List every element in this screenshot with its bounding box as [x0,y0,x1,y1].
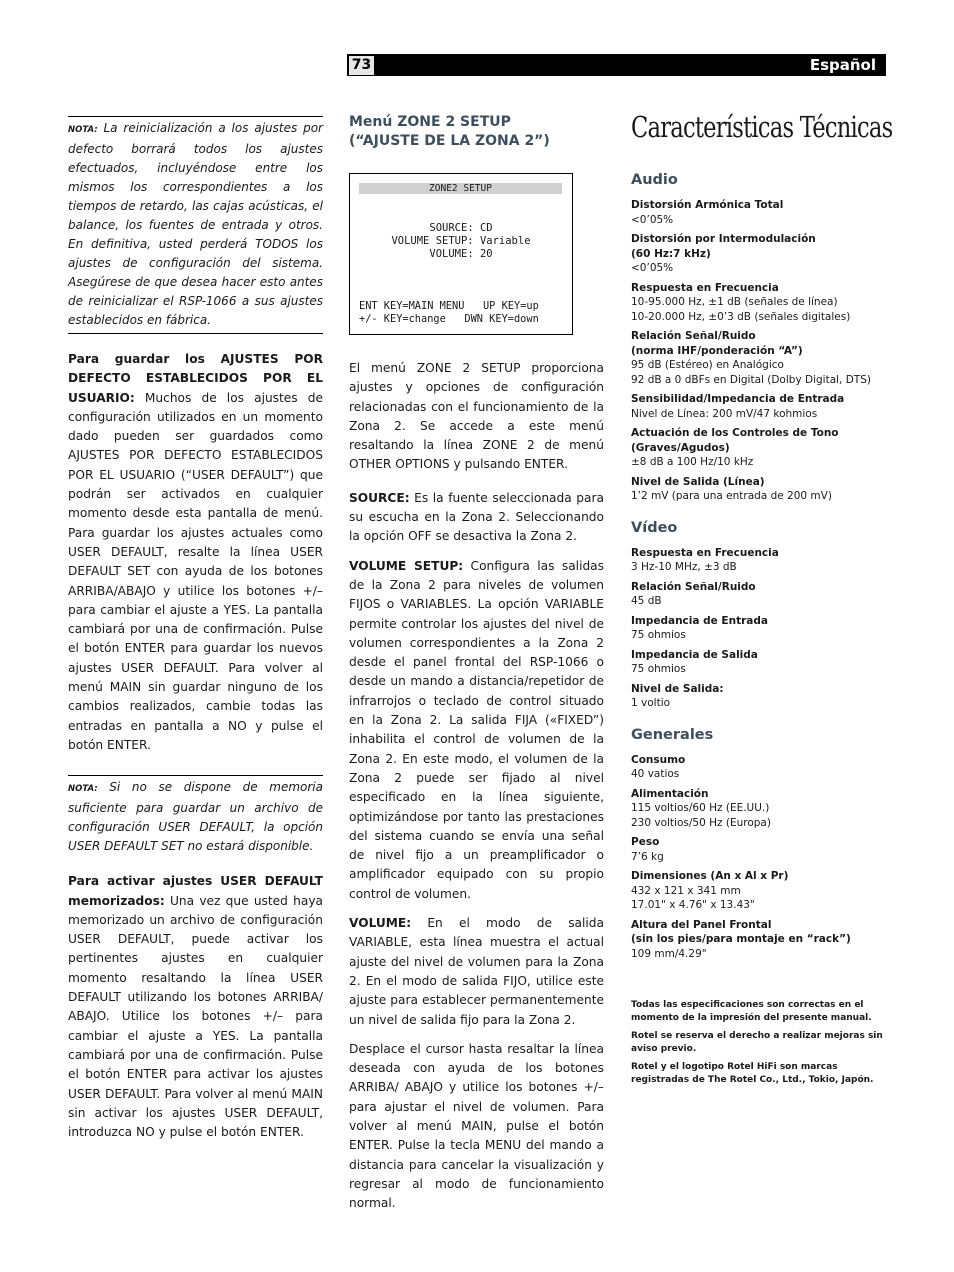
note-text: Si no se dispone de memoria suficiente para guardar un archivo de configuración USER DEFAULT, la opción USER DEFAULT SET no estará disponible. [68,780,323,854]
spec-value: ±8 dB a 100 Hz/10 kHz [631,456,754,468]
spec-value: 95 dB (Estéreo) en Analógico 92 dB a 0 dBFs en Digital (Dolby Digital, DTS) [631,359,871,386]
spec-value: 3 Hz-10 MHz, ±3 dB [631,561,737,573]
spec-value: 40 vatios [631,768,680,780]
spec-label: Nivel de Salida: [631,682,724,695]
spec-item [631,648,886,677]
spec-label: Sensibilidad/Impedancia de Entrada [631,393,845,405]
spec-item [631,546,886,575]
spec-item [631,787,886,831]
spec-item [631,580,886,609]
osd-line-source: SOURCE: CD [429,222,493,234]
spec-item [631,281,886,325]
osd-title: ZONE2 SETUP [359,183,562,194]
paragraph-heading: SOURCE: [349,490,410,505]
middle-body [349,359,604,1213]
general-heading: Generales [631,726,714,743]
spec-label: Respuesta en Frecuencia [631,546,779,559]
note-tag: NOTA: [68,784,98,795]
osd-line-volume: VOLUME: 20 [429,248,493,260]
spec-label: Actuación de los Controles de Tono (Graves/Agudos) [631,427,839,454]
osd-line-volume-setup: VOLUME SETUP: Variable [391,235,531,247]
spec-value: 7’6 kg [631,850,664,863]
spec-value: 75 ohmios [631,629,686,641]
section-title-line: (“AJUSTE DE LA ZONA 2”) [349,133,550,149]
spec-label: Alimentación [631,787,709,800]
spec-label: Altura del Panel Frontal (sin los pies/para montaje en “rack”) [631,918,851,945]
paragraph-heading: VOLUME SETUP: [349,558,464,573]
osd-footer-line: +/- KEY=change DWN KEY=down [359,313,539,325]
spec-value: 115 voltios/60 Hz (EE.UU.) 230 voltios/50 Hz (Europa) [631,802,771,829]
spec-label: Distorsión por Intermodulación (60 Hz:7 kHz) [631,233,816,260]
spec-label: Relación Señal/Ruido (norma IHF/ponderación “A”) [631,330,803,357]
video-heading: Vídeo [631,519,678,536]
spec-value: 45 dB [631,595,662,607]
footnotes [631,999,886,1086]
spec-item [631,835,886,864]
spec-item [631,392,886,421]
paragraph-heading: Para guardar los AJUSTES POR DEFECTO ESTABLECIDOS POR EL USUARIO: [68,352,323,405]
spec-value: 10-95.000 Hz, ±1 dB (señales de línea) 10-20.000 Hz, ±0’3 dB (señales digitales) [631,296,851,323]
specs-column [631,170,886,1092]
section-title [349,113,604,151]
footnote: Rotel y el logotipo Rotel HiFi son marcas registradas de The Rotel Co., Ltd., Tokio, Japón. [631,1062,874,1085]
spec-value: 1’2 mV (para una entrada de 200 mV) [631,490,832,502]
spec-value: <0’05% [631,213,674,226]
spec-value: 109 mm/4.29" [631,947,707,960]
footnote: Todas las especificaciones son correctas en el momento de la impresión del presente manual. [631,1000,872,1023]
paragraph-text: En el modo de salida VARIABLE, esta línea muestra el actual ajuste del nivel de volumen para la Zona 2. En el modo de salida FIJO, utilice este ajuste para establecer permanentemente un nivel de salida fijo para la Zona 2. [349,916,604,1027]
page-title: Características Técnicas [631,110,893,144]
closing-paragraph: Desplace el cursor hasta resaltar la línea deseada con ayuda de los botones ARRIBA/ ABAJO y utilice los botones +/– para ajustar el nivel de volumen. Para volver al menú MAIN, pulse el botón ENTER. Pulse la tecla MENU del mando a distancia para cancelar la visualización y regresar al modo de funcionamiento normal. [349,1041,604,1211]
source-paragraph [349,489,604,547]
section-title-line: Menú ZONE 2 SETUP [349,114,511,130]
spec-item [631,682,886,711]
spec-value: <0’05% [631,262,674,274]
left-column [68,116,323,1142]
spec-item [631,329,886,387]
intro-paragraph: El menú ZONE 2 SETUP proporciona ajustes y opciones de configuración relacionadas con el funcionamiento de la Zona 2. Se accede a este menú resaltando la línea ZONE 2 de menú OTHER OPTIONS y pulsando ENTER. [349,361,604,472]
note-text: La reinicialización a los ajustes por defecto borrará todos los ajustes efectuados, incluyéndose entre los mismos los correspondientes a los tiempos de retardo, las cajas acústicas, el balance, los fuentes de entrada y otros. En definitiva, usted perderá TODOS los ajustes de configuración del sistema. Asegúrese de que desea hacer esto antes de reinicializar el RSP-1066 a sus ajustes establecidos en fábrica. [68,121,323,327]
osd-screen [349,173,573,335]
spec-value: 432 x 121 x 341 mm 17.01" x 4.76" x 13.43" [631,884,755,911]
paragraph-text: Muchos de los ajustes de configuración utilizados en un momento dado pueden ser guardados como AJUSTES POR DEFECTO ESTABLECIDOS POR EL USUARIO (“USER DEFAULT”) que podrán ser activados en cualquier momento desde esta pantalla de menú. Para guardar los ajustes actuales como USER DEFAULT, resalte la línea USER DEFAULT SET con ayuda de los botones ARRIBA/ABAJO y utilice los botones +/– para cambiar el ajuste a YES. La pantalla cambiará por una de confirmación. Pulse el botón ENTER para guardar los nuevos ajustes USER DEFAULT. Para volver al menú MAIN sin guardar ninguno de los cambios realizados, cambie todas las entradas en pantalla a NO y pulse el botón ENTER. [68,390,323,752]
audio-heading: Audio [631,172,678,188]
spec-item [631,198,886,227]
volume-setup-paragraph [349,557,604,904]
middle-column [349,113,604,151]
paragraph-heading: Para activar ajustes USER DEFAULT memorizados: [68,874,323,908]
footnote: Rotel se reserva el derecho a realizar mejoras sin aviso previo. [631,1031,883,1054]
spec-item [631,753,886,782]
spec-value: 1 voltio [631,697,671,709]
audio-specs [631,198,886,504]
spec-label: Relación Señal/Ruido [631,580,756,593]
spec-label: Distorsión Armónica Total [631,199,784,211]
spec-value: 75 ohmios [631,663,686,675]
spec-item [631,426,886,470]
volume-paragraph [349,914,604,1030]
language-label: Español [809,56,876,74]
spec-item [631,918,886,962]
general-specs [631,753,886,962]
spec-label: Impedancia de Salida [631,648,758,661]
header-bar [347,54,886,76]
video-specs [631,546,886,711]
spec-label: Nivel de Salida (Línea) [631,475,765,488]
spec-label: Respuesta en Frecuencia [631,281,779,294]
paragraph-text: Una vez que usted haya memorizado un archivo de configuración USER DEFAULT, puede activar los pertinentes ajustes en cualquier momento resaltando la línea USER DEFAULT utilizando los botones ARRIBA/ ABAJO. Utilice los botones +/– para cambiar el ajuste a YES. La pantalla cambiará por una de confirmación. Pulse el botón ENTER para activar los ajustes USER DEFAULT. Para volver al menú MAIN sin activar los ajustes USER DEFAULT, introduzca NO y pulse el botón ENTER. [68,893,323,1140]
save-user-default-paragraph [68,350,323,755]
osd-footer-line: ENT KEY=MAIN MENU UP KEY=up [359,300,539,312]
spec-item [631,614,886,643]
note-reset [68,116,323,334]
spec-item [631,869,886,913]
note-tag: NOTA: [68,125,98,135]
spec-label: Dimensiones (An x Al x Pr) [631,870,789,882]
note-memory [68,775,323,856]
spec-label: Consumo [631,753,686,766]
paragraph-text: Configura las salidas de la Zona 2 para niveles de volumen FIJOS o VARIABLES. La opción VARIABLE permite controlar los ajustes del nivel de volumen correspondientes a la Zona 2 desde el panel frontal del RSP-1066 o desde un mando a distancia/repetidor de infrarrojos o teclado de control situado en la Zona 2. La salida FIJA («FIXED”) inhabilita el control de volumen de la Zona 2. En este modo, el volumen de la Zona 2 puede ser fijado al nivel especificado en la línea siguiente, optimizándose por tanto las prestaciones del sistema cuando se envía una señal de nivel fijo a un preamplificador o amplificador equipado con su propio control de volumen. [349,558,605,901]
spec-label: Peso [631,836,660,848]
page-number: 73 [349,56,374,75]
spec-value: Nivel de Línea: 200 mV/47 kohmios [631,407,818,420]
spec-item [631,475,886,504]
spec-item [631,232,886,276]
paragraph-heading: VOLUME: [349,916,412,931]
activate-user-default-paragraph [68,872,323,1142]
paragraph-text: Es la fuente seleccionada para su escucha en la Zona 2. Seleccionando la opción OFF se desactiva la Zona 2. [349,490,604,544]
spec-label: Impedancia de Entrada [631,614,768,627]
